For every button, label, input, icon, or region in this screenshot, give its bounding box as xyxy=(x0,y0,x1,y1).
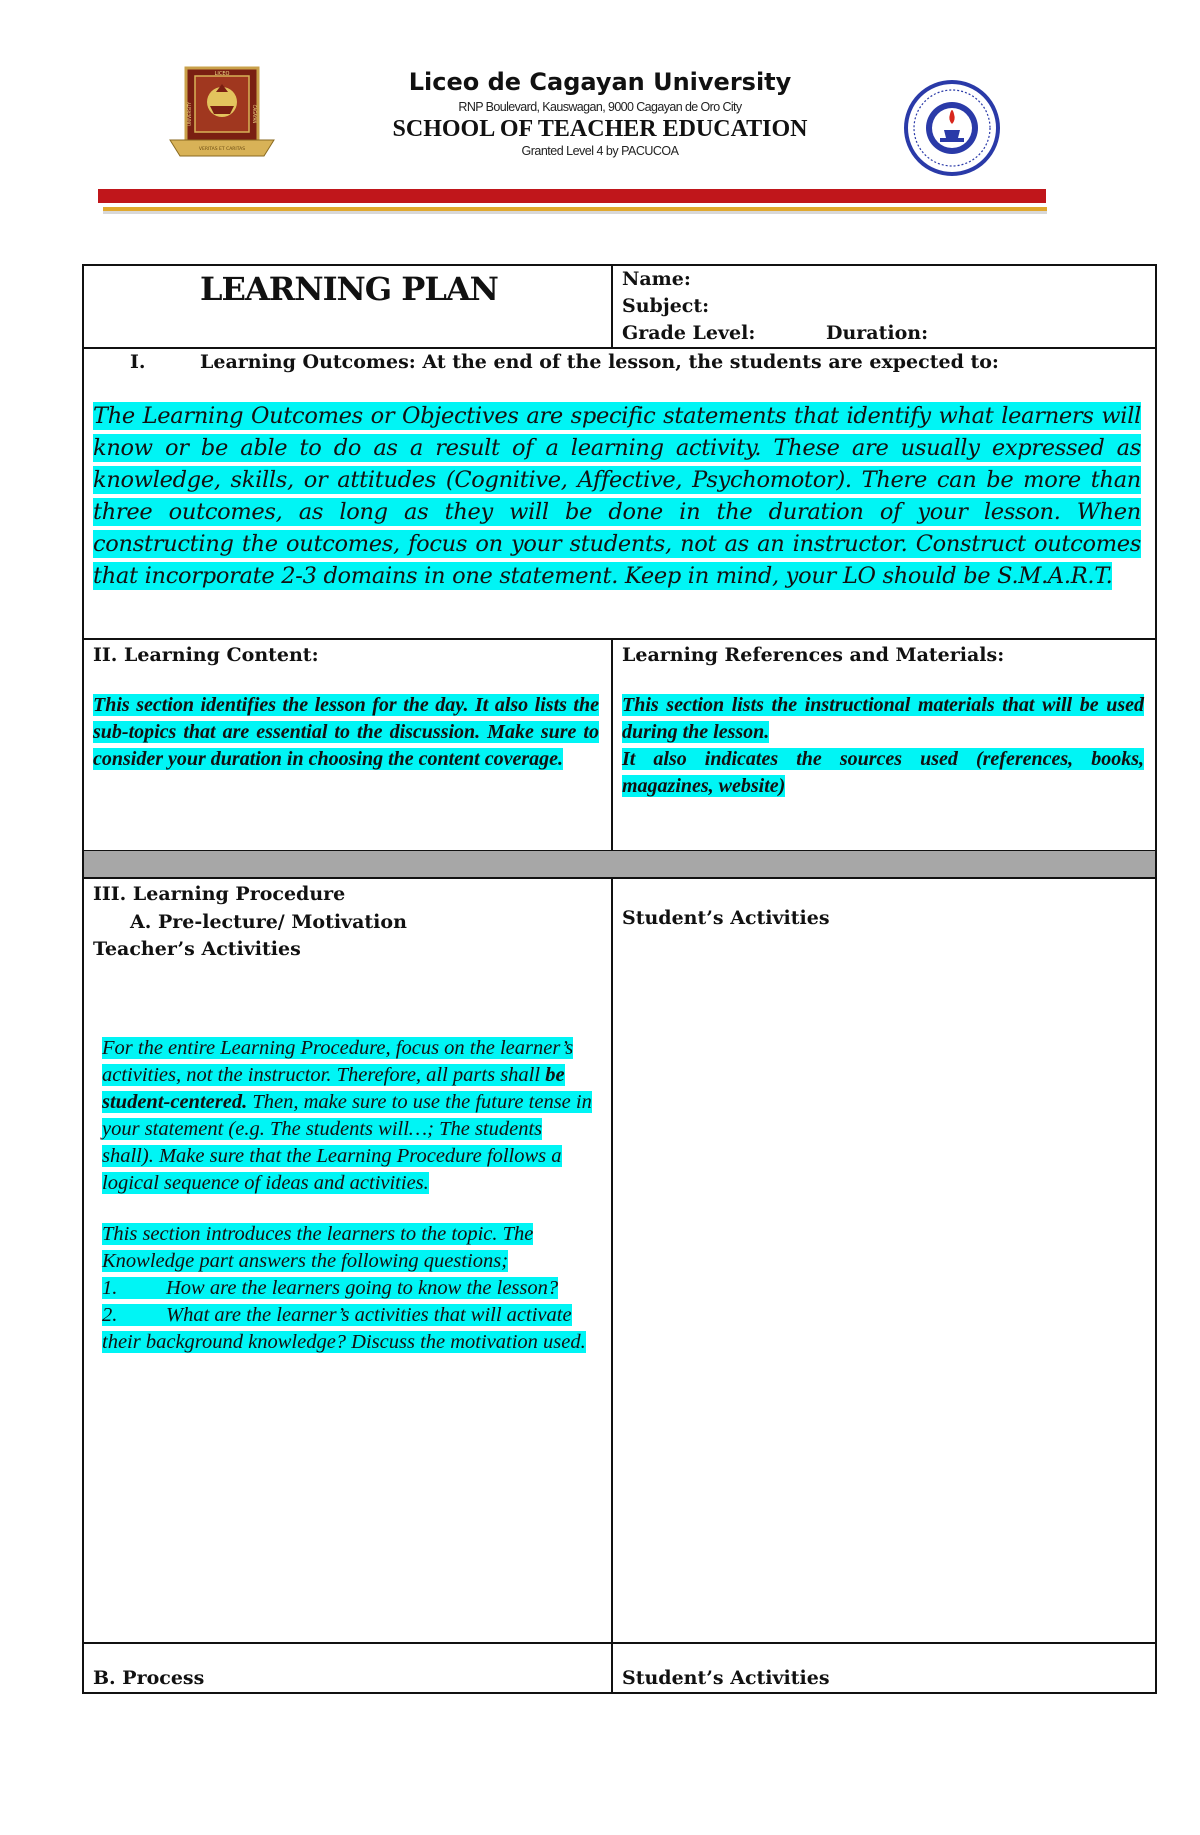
procedure-guide-paragraph-1 xyxy=(102,1035,598,1197)
outcomes-heading: Learning Outcomes: At the end of the lesson, the students are expected to: xyxy=(200,351,999,373)
school-name: SCHOOL OF TEACHER EDUCATION xyxy=(392,116,808,142)
content-guide xyxy=(93,692,599,773)
grade-level-label: Grade Level: xyxy=(622,322,756,344)
question-2-number: 2. xyxy=(102,1304,118,1326)
content-guide-text: This section identifies the lesson for the day. It also lists the sub-topics that are essential to the discussion. Make sure to consider your duration in choosing the content coverage. xyxy=(93,694,599,770)
part-a-heading: A. Pre-lecture/ Motivation xyxy=(130,911,407,933)
accreditation-text: Granted Level 4 by PACUCOA xyxy=(521,144,679,158)
header-divider-red xyxy=(98,189,1046,203)
procedure-guide-1-pre: For the entire Learning Procedure, focus on the learner’s activities, not the instructor. Therefore, all parts shall xyxy=(102,1037,574,1086)
learning-plan-title: LEARNING PLAN xyxy=(200,270,498,308)
duration-label: Duration: xyxy=(826,322,929,344)
references-guide xyxy=(622,692,1144,800)
learning-content-heading: II. Learning Content: xyxy=(93,644,319,666)
university-name: Liceo de Cagayan University xyxy=(408,68,792,96)
university-address: RNP Boulevard, Kauswagan, 9000 Cagayan de Oro City xyxy=(458,100,742,114)
header-divider-shadow xyxy=(103,211,1047,214)
teacher-activities-label: Teacher’s Activities xyxy=(93,938,301,960)
references-guide-line-1: This section lists the instructional materials that will be used during the lesson. xyxy=(622,694,1144,743)
subject-label: Subject: xyxy=(622,295,710,317)
section-separator-band xyxy=(83,851,1155,877)
seal-banner-text: LICEO xyxy=(214,71,230,77)
seal-motto-text: VERITAS ET CARITAS xyxy=(198,147,246,152)
procedure-guide-paragraph-2 xyxy=(102,1221,598,1356)
learning-procedure-heading: III. Learning Procedure xyxy=(93,883,346,905)
procedure-guide-1-post: Then, make sure to use the future tense in your statement (e.g. The students will…; The students shall). Make sure that the Learning Procedure follows a logical sequence of ideas and activities. xyxy=(102,1091,592,1194)
references-guide-line-2: It also indicates the sources used (references, books, magazines, website) xyxy=(622,748,1144,797)
procedure-guide-2-intro: This section introduces the learners to the topic. The Knowledge part answers the following questions; xyxy=(102,1223,534,1272)
outcomes-numeral: I. xyxy=(130,351,146,373)
name-label: Name: xyxy=(622,268,691,290)
outcomes-guide xyxy=(93,400,1141,592)
question-2-text: What are the learner’s activities that will activate their background knowledge? Discuss the motivation used. xyxy=(102,1304,586,1353)
references-heading: Learning References and Materials: xyxy=(622,644,1005,666)
outcomes-guide-text: The Learning Outcomes or Objectives are specific statements that identify what learners will know or be able to do as a result of a learning activity. These are usually expressed as knowledge, skills, or attitudes (Cognitive, Affective, Psychomotor). There can be more than three outcomes, as long as they will be done in the duration of your lesson. When constructing the outcomes, focus on your students, not as an instructor. Construct outcomes that incorporate 2-3 domains in one statement. Keep in mind, your LO should be S.M.A.R.T. xyxy=(93,403,1141,589)
part-b-heading: B. Process xyxy=(93,1667,205,1689)
student-activities-label-b: Student’s Activities xyxy=(622,1667,830,1689)
seal-side-right-text: CAGAYAN xyxy=(252,104,257,124)
student-activities-label: Student’s Activities xyxy=(622,907,830,929)
question-1-text: How are the learners going to know the lesson? xyxy=(166,1277,559,1299)
question-1-number: 1. xyxy=(102,1277,118,1299)
school-of-teacher-education-seal xyxy=(904,80,1000,176)
seal-side-left-text: UNIVERSITY xyxy=(187,102,192,126)
procedure-guide xyxy=(102,1035,598,1356)
procedure-guide-1-bold: be student-centered. xyxy=(102,1064,565,1113)
